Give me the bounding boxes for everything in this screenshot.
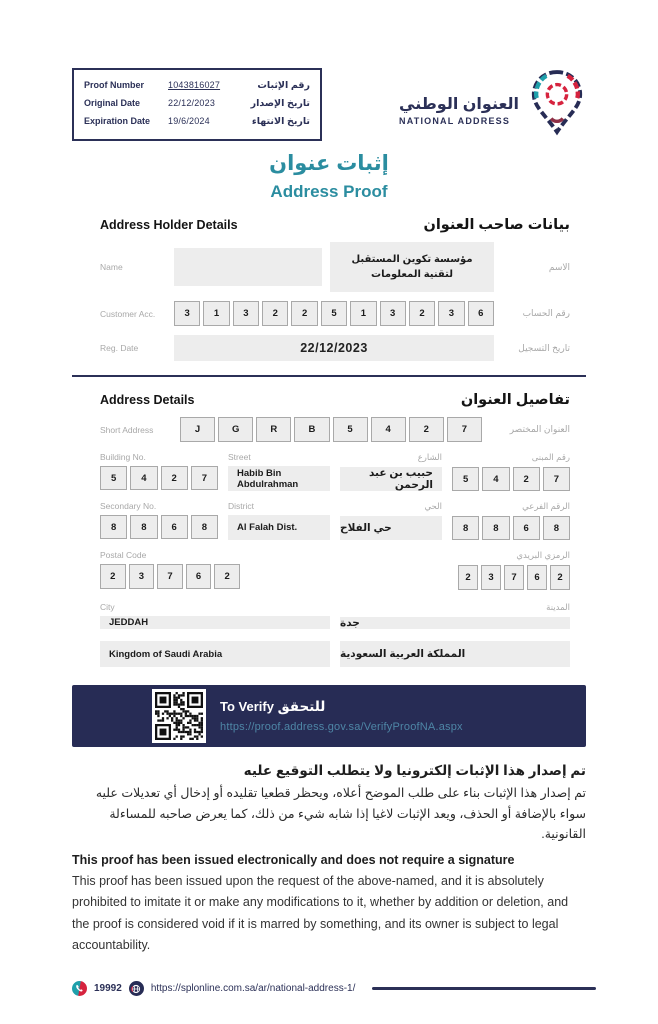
original-date-label-ar: تاريخ الإصدار — [250, 98, 310, 110]
char-cell: 6 — [186, 564, 212, 589]
verify-label — [220, 699, 463, 715]
char-cell: 3 — [438, 301, 464, 326]
char-cell: 8 — [543, 516, 570, 540]
char-cell: 4 — [482, 467, 509, 491]
document-title — [72, 151, 586, 202]
district-value-ar: حي الفلاح — [340, 516, 442, 540]
char-cell: 4 — [371, 417, 406, 442]
char-cell: 2 — [458, 565, 478, 590]
address-holder-section — [72, 217, 586, 361]
char-cell: 2 — [291, 301, 317, 326]
globe-icon — [129, 981, 144, 996]
char-cell: 6 — [161, 515, 188, 539]
char-cell: 8 — [191, 515, 218, 539]
char-cell: B — [294, 417, 329, 442]
building-no-cells-left — [100, 466, 218, 490]
footer-url-link[interactable]: https://splonline.com.sa/ar/national-address-1/ — [150, 983, 356, 994]
char-cell: 3 — [233, 301, 259, 326]
reg-date-label-en: Reg. Date — [100, 343, 139, 354]
original-date-value: 22/12/2023 — [168, 98, 216, 109]
verify-label-ar: للتحقق — [277, 699, 326, 715]
char-cell: 5 — [452, 467, 479, 491]
expiration-date-row — [84, 113, 310, 131]
building-no-label-ar: رقم المبنى — [531, 452, 570, 463]
disclaimer-ar-body: تم إصدار هذا الإثبات بناء على طلب الموضح أعلاه، ويحظر قطعيا تقليده أو إدخال أي تعديلات عليه سواء بالإضافة أو الحذف، ويعد الإثبات لاغيا إذا شابه شيء من ذلك، كما يعرض صاحبه للمساءلة القانونية. — [95, 786, 586, 842]
postal-code-label-en: Postal Code — [100, 550, 147, 561]
street-en-col — [228, 452, 330, 491]
char-cell: 2 — [214, 564, 240, 589]
address-section-heading — [100, 392, 570, 408]
char-cell: 4 — [130, 466, 157, 490]
district-label-en: District — [228, 501, 254, 512]
verify-url-link[interactable]: https://proof.address.gov.sa/VerifyProofNA.aspx — [220, 721, 463, 734]
reg-date-label-ar: تاريخ التسجيل — [518, 342, 570, 353]
char-cell: 2 — [513, 467, 540, 491]
country-row — [100, 641, 570, 667]
district-label-ar: الحي — [424, 501, 442, 512]
char-cell: 6 — [468, 301, 494, 326]
char-cell: 2 — [550, 565, 570, 590]
footer-rule — [372, 987, 596, 990]
proof-number-value: 1043816027 — [168, 80, 221, 90]
char-cell: R — [256, 417, 291, 442]
address-heading-en: Address Details — [100, 393, 195, 408]
building-no-label-en: Building No. — [100, 452, 146, 463]
street-value-ar: حبيب بن عبد الرحمن — [340, 467, 442, 491]
disclaimer-ar-heading: تم إصدار هذا الإثبات إلكترونيا ولا يتطلب التوقيع عليه — [243, 763, 586, 779]
secondary-no-ar-col — [452, 501, 570, 540]
proof-number-row — [84, 77, 310, 95]
secondary-no-label-en: Secondary No. — [100, 501, 157, 512]
building-no-ar-col — [452, 452, 570, 491]
phone-icon — [72, 981, 87, 996]
building-no-en-col — [100, 452, 218, 491]
location-pin-icon — [528, 68, 586, 141]
city-row — [100, 602, 570, 629]
char-cell: 8 — [130, 515, 157, 539]
char-cell: 6 — [527, 565, 547, 590]
postal-code-label-ar: الرمزي البريدي — [516, 550, 570, 561]
proof-number-label-ar: رقم الإثبات — [257, 80, 310, 91]
national-address-logo — [399, 68, 586, 141]
secondary-district-row — [100, 501, 570, 540]
expiration-date-value: 19/6/2024 — [168, 116, 210, 127]
char-cell: 5 — [333, 417, 368, 442]
original-date-label-en: Original Date — [84, 98, 141, 109]
city-value-en: JEDDAH — [100, 616, 330, 629]
building-no-cells-right — [452, 467, 570, 491]
reg-date-value-field: 22/12/2023 — [174, 335, 494, 361]
country-value-ar: المملكة العربية السعودية — [340, 641, 570, 667]
char-cell: 2 — [262, 301, 288, 326]
char-cell: 8 — [100, 515, 127, 539]
original-date-row — [84, 95, 310, 113]
proof-number-label-en: Proof Number — [84, 80, 145, 90]
address-details-section — [72, 392, 586, 667]
proof-info-box — [72, 68, 322, 141]
char-cell: 3 — [481, 565, 501, 590]
title-arabic: إثبات عنوان — [269, 152, 389, 176]
secondary-no-cells-left — [100, 515, 218, 539]
char-cell: 1 — [350, 301, 376, 326]
city-label-en: City — [100, 602, 115, 613]
char-cell: 8 — [482, 516, 509, 540]
postal-code-ar-col — [458, 550, 570, 590]
char-cell: 2 — [161, 466, 188, 490]
char-cell: 7 — [447, 417, 482, 442]
char-cell: 5 — [100, 466, 127, 490]
disclaimer-arabic — [72, 763, 586, 845]
char-cell: 7 — [157, 564, 183, 589]
footer-phone-number: 19992 — [94, 983, 122, 994]
name-label-ar: الاسم — [548, 261, 570, 272]
street-label-ar: الشارع — [417, 452, 442, 463]
secondary-no-en-col — [100, 501, 218, 540]
header — [72, 68, 586, 141]
section-divider — [72, 375, 586, 377]
char-cell: 7 — [504, 565, 524, 590]
char-cell: 3 — [129, 564, 155, 589]
city-en-col — [100, 602, 330, 629]
postal-code-row — [100, 550, 570, 590]
name-row — [100, 242, 570, 292]
logo-arabic-name: العنوان الوطني — [399, 95, 519, 113]
district-value-en: Al Falah Dist. — [228, 515, 330, 540]
district-en-col — [228, 501, 330, 540]
char-cell: 3 — [174, 301, 200, 326]
name-label-en: Name — [100, 262, 123, 273]
district-ar-col — [340, 501, 442, 540]
char-cell: 7 — [191, 466, 218, 490]
city-label-ar: المدينة — [546, 602, 570, 613]
building-street-row — [100, 452, 570, 491]
customer-acc-digit-cells — [174, 301, 494, 326]
char-cell: 1 — [203, 301, 229, 326]
char-cell: 3 — [380, 301, 406, 326]
address-heading-ar: تفاصيل العنوان — [460, 392, 570, 409]
holder-section-heading — [100, 217, 570, 233]
qr-code — [152, 689, 206, 743]
footer — [72, 981, 596, 996]
city-value-ar: جدة — [340, 617, 570, 629]
registration-date-row — [100, 335, 570, 361]
char-cell: 2 — [100, 564, 126, 589]
city-ar-col — [340, 602, 570, 629]
char-cell: G — [218, 417, 253, 442]
holder-heading-en: Address Holder Details — [100, 218, 238, 233]
short-address-char-cells — [180, 417, 482, 442]
holder-heading-ar: بيانات صاحب العنوان — [423, 217, 570, 234]
verify-banner — [72, 685, 586, 747]
customer-acc-label-en: Customer Acc. — [100, 308, 156, 319]
char-cell: J — [180, 417, 215, 442]
customer-account-row — [100, 301, 570, 326]
postal-code-cells-right — [458, 565, 570, 590]
secondary-no-label-ar: الرقم الفرعي — [522, 501, 570, 512]
disclaimer-en-body: This proof has been issued upon the request of the above-named, and it is absolutely prohibited to imitate it or make any modifications to it, whether by addition or deletion, and the proof is considered void if it is marred by something, and its owner is subject to legal accountability. — [72, 874, 569, 952]
char-cell: 2 — [409, 301, 435, 326]
verify-label-en: To Verify — [220, 699, 274, 715]
postal-code-en-col — [100, 550, 240, 590]
disclaimer-en-heading: This proof has been issued electronically and does not require a signature — [72, 853, 515, 868]
street-label-en: Street — [228, 452, 251, 463]
title-english: Address Proof — [270, 182, 388, 202]
logo-wordmark — [399, 94, 519, 126]
short-address-label-en: Short Address — [100, 424, 154, 435]
short-address-label-ar: العنوان المختصر — [509, 424, 570, 435]
name-value-en-field — [174, 248, 322, 286]
short-address-row — [100, 417, 570, 442]
disclaimer-english — [72, 853, 586, 956]
street-value-en: Habib Bin Abdulrahman — [228, 466, 330, 491]
expiration-date-label-ar: تاريخ الانتهاء — [251, 116, 310, 128]
char-cell: 2 — [409, 417, 444, 442]
verify-text-block — [220, 699, 463, 733]
char-cell: 5 — [321, 301, 347, 326]
postal-code-cells-left — [100, 564, 240, 590]
street-ar-col — [340, 452, 442, 491]
country-value-en: Kingdom of Saudi Arabia — [100, 641, 330, 667]
expiration-date-label-en: Expiration Date — [84, 116, 151, 127]
char-cell: 8 — [452, 516, 479, 540]
char-cell: 6 — [513, 516, 540, 540]
char-cell: 7 — [543, 467, 570, 491]
logo-english-name: NATIONAL ADDRESS — [399, 115, 511, 126]
secondary-no-cells-right — [452, 516, 570, 540]
name-value-ar-field: مؤسسة تكوين المستقبل لتقنية المعلومات — [330, 242, 494, 292]
customer-acc-label-ar: رقم الحساب — [522, 308, 570, 319]
